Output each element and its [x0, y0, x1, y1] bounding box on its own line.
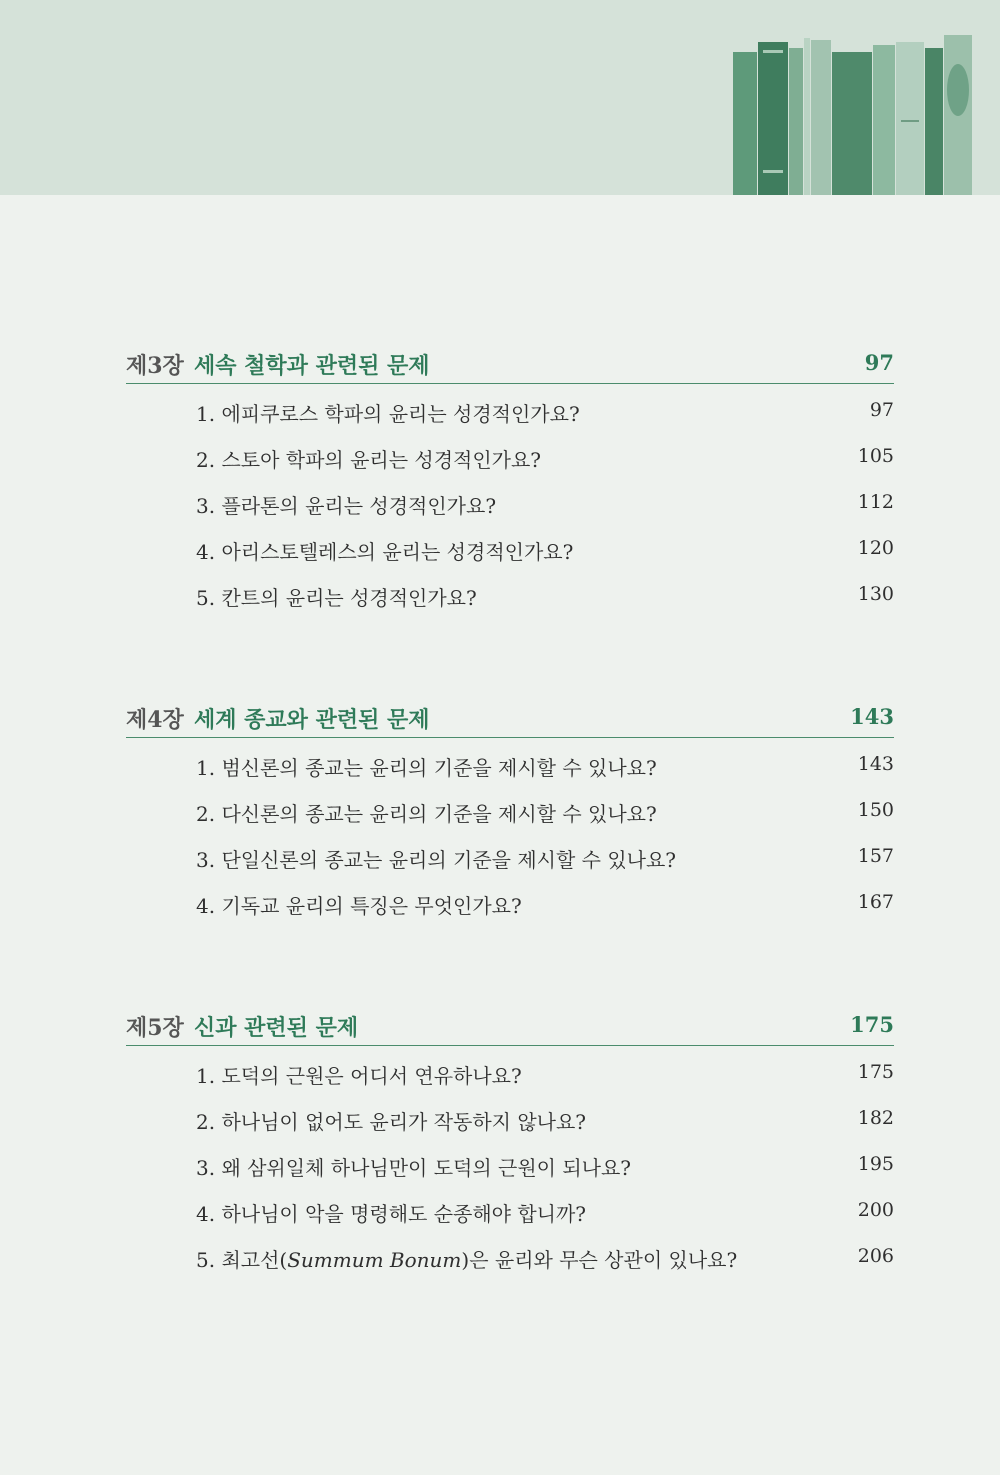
books-image — [725, 30, 980, 195]
toc-item-page: 182 — [857, 1107, 894, 1129]
toc-item-page: 150 — [857, 799, 894, 821]
chapter-page: 175 — [850, 1012, 894, 1037]
toc-item[interactable] — [126, 784, 894, 830]
chapter-3 — [126, 343, 894, 614]
toc-item-title: 5. 칸트의 윤리는 성경적인가요? — [196, 586, 477, 610]
chapter-5 — [126, 1005, 894, 1276]
toc-item[interactable] — [126, 1230, 894, 1276]
toc-item[interactable] — [126, 476, 894, 522]
toc-item[interactable] — [126, 738, 894, 784]
toc-item-page: 157 — [857, 845, 894, 867]
toc-item-page: 143 — [857, 753, 894, 775]
chapter-heading — [126, 343, 894, 384]
toc-item-page: 175 — [857, 1061, 894, 1083]
toc-item[interactable] — [126, 1092, 894, 1138]
toc-item-page: 195 — [857, 1153, 894, 1175]
toc-item-title: 3. 플라톤의 윤리는 성경적인가요? — [196, 494, 497, 518]
toc-item-title: 2. 하나님이 없어도 윤리가 작동하지 않나요? — [196, 1110, 587, 1134]
toc-item[interactable] — [126, 1138, 894, 1184]
toc-item-title: 3. 왜 삼위일체 하나님만이 도덕의 근원이 되나요? — [196, 1156, 632, 1180]
toc-item-title-italic: Summum Bonum — [287, 1248, 462, 1272]
chapter-label: 제4장 — [126, 707, 184, 733]
chapter-page: 143 — [850, 704, 894, 729]
toc-item-page: 200 — [857, 1199, 894, 1221]
toc-item-title: 3. 단일신론의 종교는 윤리의 기준을 제시할 수 있나요? — [196, 848, 677, 872]
toc-item-title: 1. 에피쿠로스 학파의 윤리는 성경적인가요? — [196, 402, 580, 426]
toc-item[interactable] — [126, 830, 894, 876]
toc-item-page: 167 — [857, 891, 894, 913]
chapter-title[interactable]: 세속 철학과 관련된 문제 — [194, 353, 430, 379]
toc-item-title: 1. 도덕의 근원은 어디서 연유하나요? — [196, 1064, 522, 1088]
toc-item-page: 120 — [857, 537, 894, 559]
chapter-label: 제3장 — [126, 353, 184, 379]
chapter-heading — [126, 697, 894, 738]
toc-item-page: 97 — [869, 399, 894, 421]
toc-item[interactable] — [126, 1046, 894, 1092]
toc-item[interactable] — [126, 430, 894, 476]
toc-item-page: 206 — [857, 1245, 894, 1267]
toc-item-title-pre: 5. 최고선( — [196, 1248, 288, 1272]
toc-item[interactable] — [126, 384, 894, 430]
toc-item[interactable] — [126, 568, 894, 614]
toc-item-page: 130 — [857, 583, 894, 605]
toc-item-title — [196, 1244, 737, 1273]
chapter-title[interactable]: 신과 관련된 문제 — [194, 1015, 359, 1041]
toc-item-title-post: )은 윤리와 무슨 상관이 있나요? — [461, 1248, 738, 1272]
chapter-heading — [126, 1005, 894, 1046]
toc-item-title: 1. 범신론의 종교는 윤리의 기준을 제시할 수 있나요? — [196, 756, 657, 780]
toc-item[interactable] — [126, 522, 894, 568]
toc-item-title: 4. 하나님이 악을 명령해도 순종해야 합니까? — [196, 1202, 587, 1226]
chapter-page: 97 — [864, 350, 894, 375]
chapter-title[interactable]: 세계 종교와 관련된 문제 — [194, 707, 430, 733]
toc-item-page: 112 — [857, 491, 894, 513]
chapter-4 — [126, 697, 894, 922]
toc-item-title: 4. 기독교 윤리의 특징은 무엇인가요? — [196, 894, 522, 918]
toc-item[interactable] — [126, 876, 894, 922]
chapter-label: 제5장 — [126, 1015, 184, 1041]
toc-item-title: 2. 스토아 학파의 윤리는 성경적인가요? — [196, 448, 542, 472]
toc-item-title: 4. 아리스토텔레스의 윤리는 성경적인가요? — [196, 540, 574, 564]
toc-item-title: 2. 다신론의 종교는 윤리의 기준을 제시할 수 있나요? — [196, 802, 657, 826]
toc-item[interactable] — [126, 1184, 894, 1230]
toc-item-page: 105 — [857, 445, 894, 467]
